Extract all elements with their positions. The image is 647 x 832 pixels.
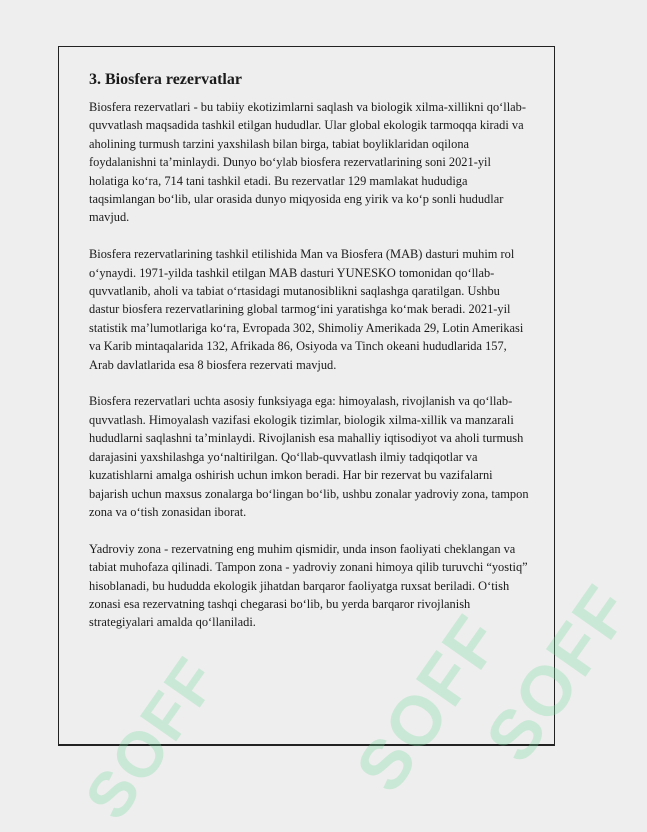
paragraph-2: Biosfera rezervatlarining tashkil etilishida Man va Biosfera (MAB) dasturi muhim rol o‘ynaydi. 1971-yilda tashkil etilgan MAB dasturi YUNESKO tomonidan qo‘llab-quvvatlanib, aholi va tabiat o‘rtasidagi mutanosiblikni saqlashga qaratilgan. Ushbu dastur biosfera rezervatlarining global tarmog‘ini yaratishga ko‘mak beradi. 2021-yil statistik ma’lumotlariga ko‘ra, Evropada 302, Shimoliy Amerikada 29, Lotin Amerikasi va Karib mintaqalarida 132, Afrikada 86, Osiyoda va Tinch okeani hududlarida 157, Arab davlatlarida esa 8 biosfera rezervati mavjud. [89, 247, 524, 372]
paragraph-1: Biosfera rezervatlari - bu tabiiy ekotizimlarni saqlash va biologik xilma-xillikni qo‘llab-quvvatlash maqsadida tashkil etilgan hududlar. Ular global ekologik tarmoqqa kiradi va aholining turmush tarzini yaxshilash bilan birga, tabiat boyliklaridan oqilona foydalanishni ta’minlaydi. Dunyo bo‘ylab biosfera rezervatlarining soni 2021-yil holatiga ko‘ra, 714 tani tashkil etadi. Bu rezervatlar 129 mamlakat hududiga taqsimlangan bo‘lib, ular orasida dunyo miqyosida eng yirik va ko‘p sonli hududlar mavjud. [89, 100, 526, 225]
paragraph-4: Yadroviy zona - rezervatning eng muhim qismidir, unda inson faoliyati cheklangan va tabiat muhofaza qilinadi. Tampon zona - yadroviy zonani himoya qilib turuvchi “yostiq” hisoblanadi, bu hududda ekologik jihatdan barqaror faoliyatga ruxsat beriladi. O‘tish zonasi esa rezervatning tashqi chegarasi bo‘lib, bu yerda barqaror rivojlanish strategiyalari amalda qo‘llaniladi. [89, 541, 528, 630]
watermark-logo: SOFF [70, 644, 233, 832]
bottom-rule [58, 744, 555, 746]
watermark-logo: SOFF [340, 601, 517, 806]
document-body [89, 70, 531, 650]
paragraph-3: Biosfera rezervatlari uchta asosiy funksiyaga ega: himoyalash, rivojlanish va qo‘llab-quvvatlash. Himoyalash vazifasi ekologik tizimlar, biologik xilma-xillik va manzarali hududlarni saqlashni ta’minlaydi. Rivojlanish esa mahalliy iqtisodiyot va aholi turmush darajasini yaxshilashga yo‘naltirilgan. Qo‘llab-quvvatlash ilmiy tadqiqotlar va kuzatishlarni amalga oshirish uchun imkon beradi. Har bir rezervat bu vazifalarni bajarish uchun maxsus zonalarga bo‘lingan bo‘lib, ushbu zonalar yadroviy zona, tampon zona va o‘tish zonasidan iborat. [89, 394, 529, 519]
watermark-logo: SOFF [470, 571, 647, 776]
section-title: 3. Biosfera rezervatlar [89, 71, 242, 88]
